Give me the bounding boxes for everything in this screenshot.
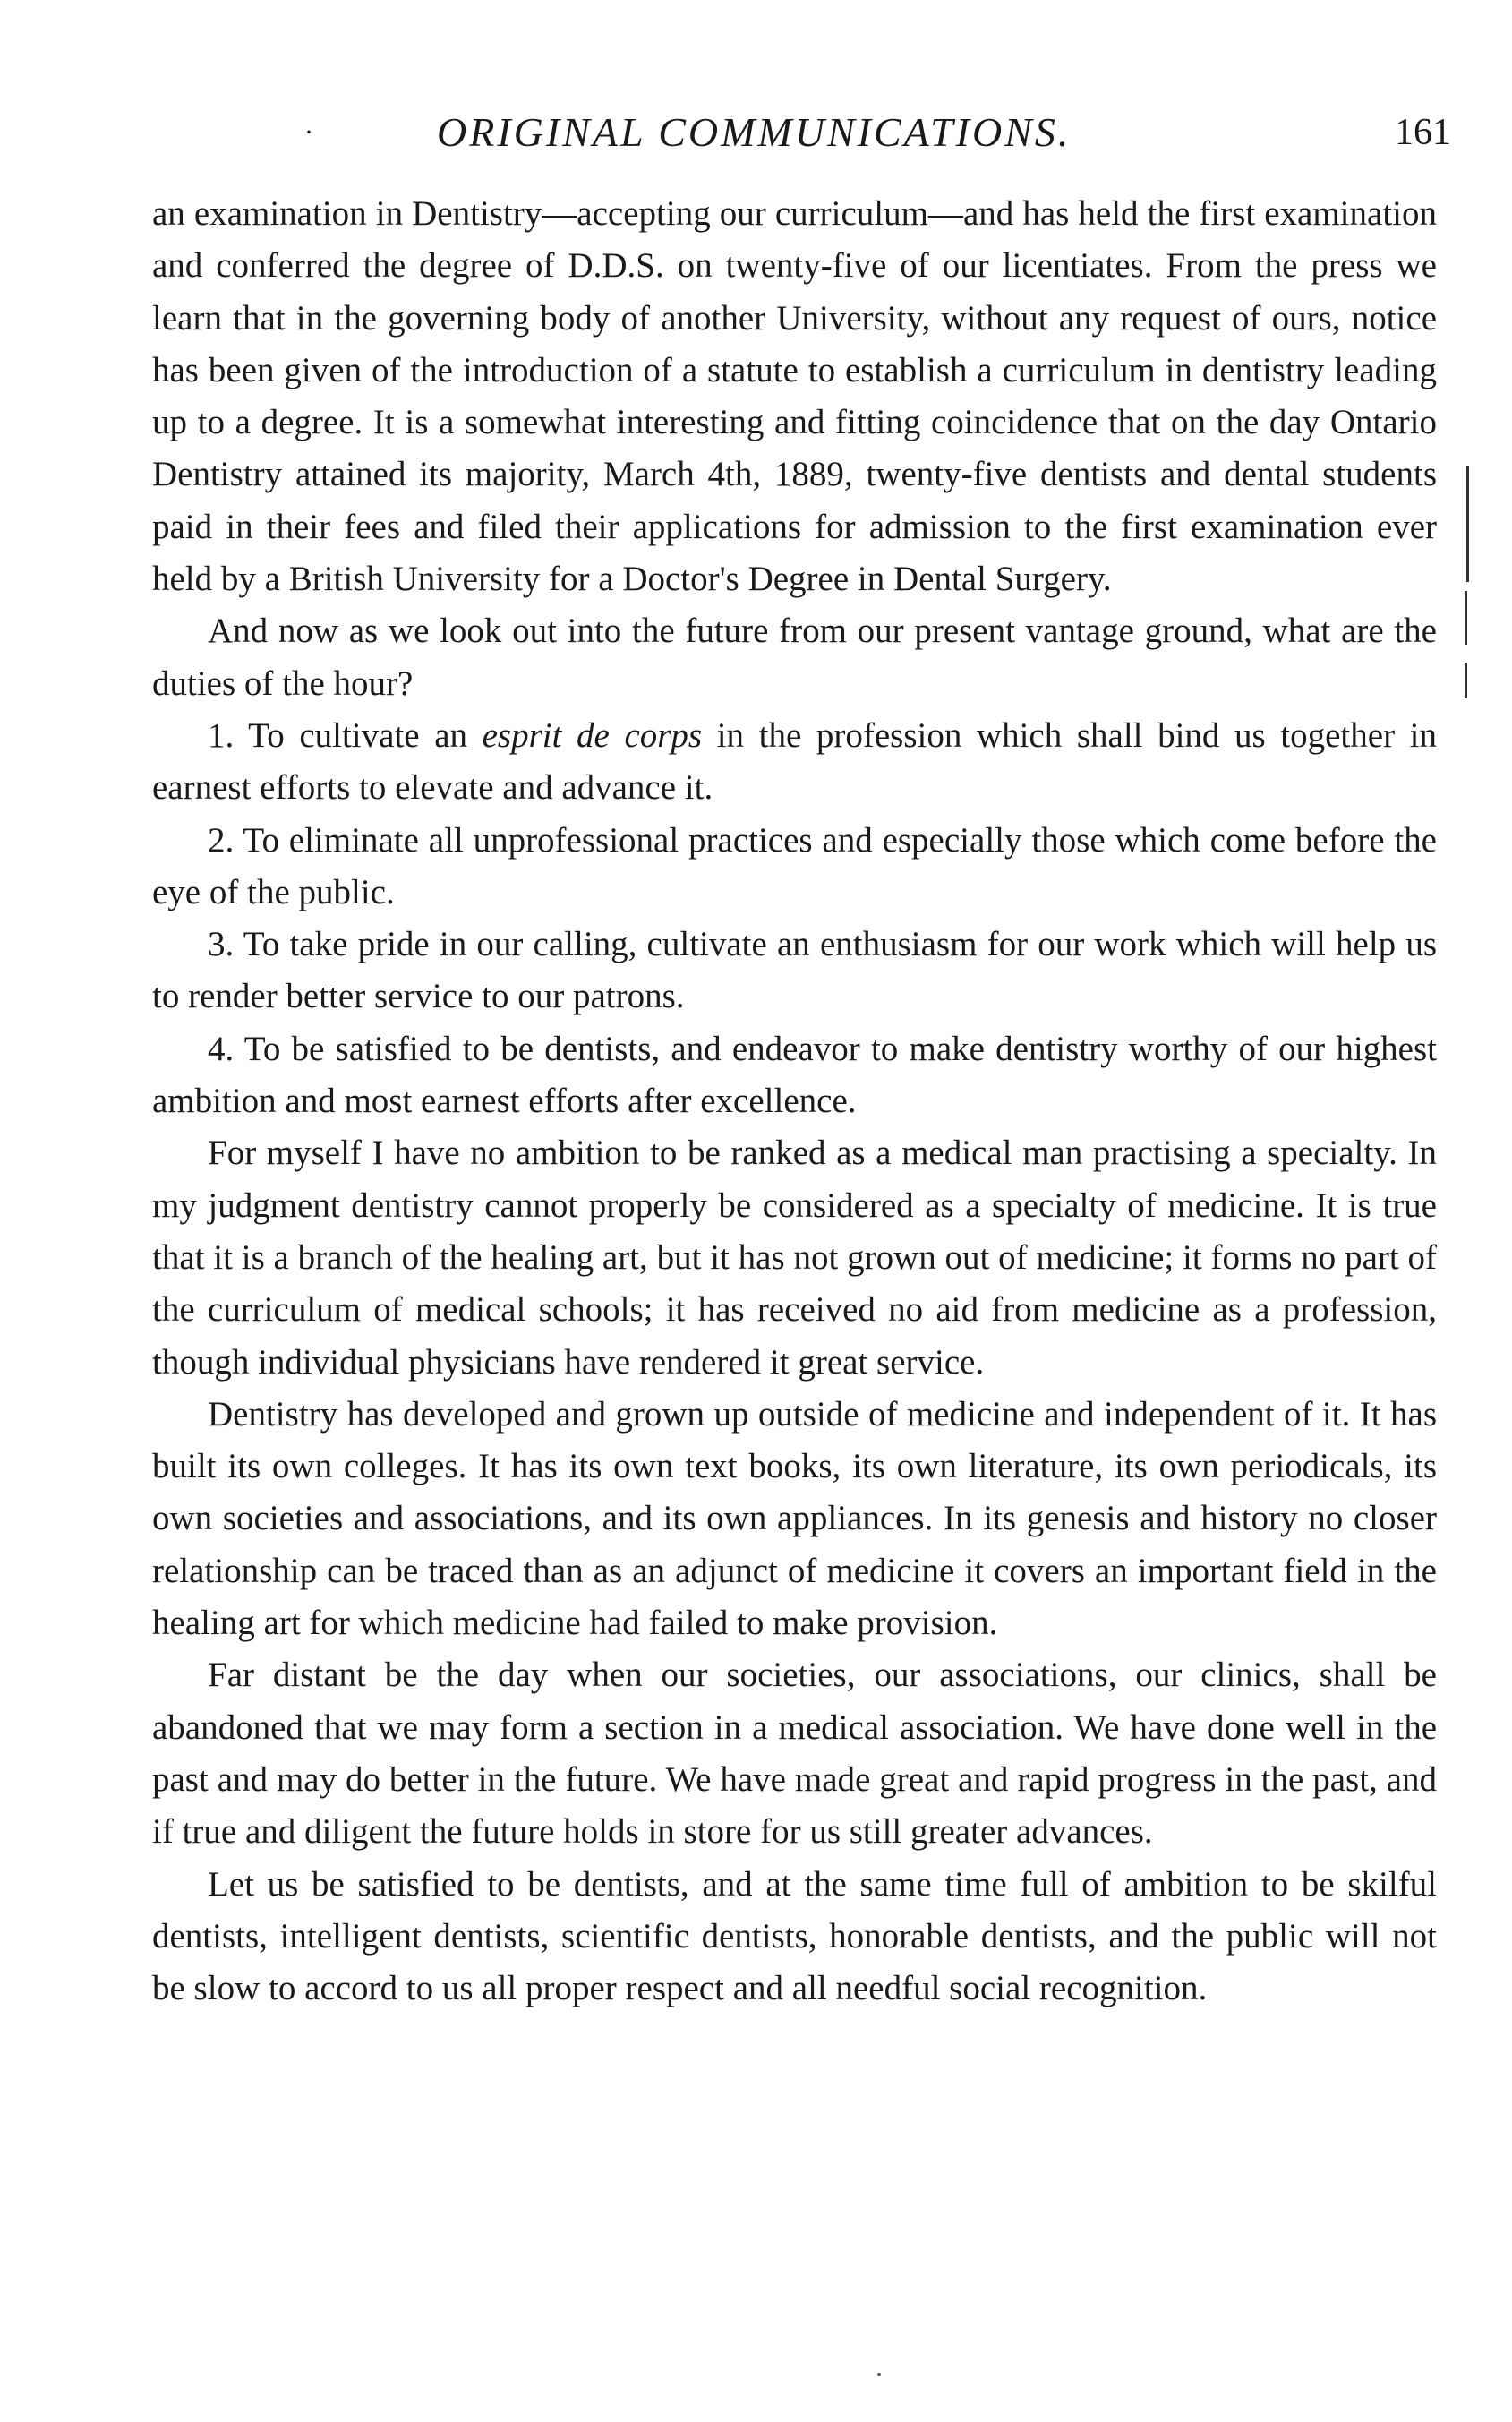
margin-bracket-mark xyxy=(1465,591,1467,645)
running-title: ORIGINAL COMMUNICATIONS. xyxy=(437,109,1072,155)
running-header xyxy=(0,97,1512,168)
paragraph-duty-2: 2. To eliminate all unprofessional practices and especially those which come before the eye of the public. xyxy=(152,820,1437,911)
margin-bracket-mark xyxy=(1466,466,1469,582)
body-text xyxy=(152,188,1437,2015)
paragraph-independence: Dentistry has developed and grown up outside of medicine and independent of it. It has built its own colleges. It has its own text books, its own literature, its own periodicals, its own societies and associations, and its own appliances. In its genesis and history no closer relationship can be traced than as an adjunct of medicine it covers an important field in the healing art for which medicine had failed to make provision. xyxy=(152,1394,1437,1643)
paragraph-specialty: For myself I have no ambition to be ranked as a medical man practising a specialty. In my judgment dentistry cannot properly be considered as a specialty of medicine. It is true that it is a branch of the healing art, but it has not grown out of medicine; it forms no part of the curriculum of medical schools; it has received no aid from medicine as a profession, though individual physicians have rendered it great service. xyxy=(152,1134,1437,1382)
paragraph-duty-1 xyxy=(152,710,1437,815)
paragraph-duties-question: And now as we look out into the future from our present vantage ground, what are the duties of the hour? xyxy=(152,612,1437,703)
esprit-de-corps-phrase: esprit de corps xyxy=(482,715,703,755)
page-speck xyxy=(877,2373,881,2376)
paragraph-societies: Far distant be the day when our societies, our associations, our clinics, shall be abandoned that we may form a section in a medical association. We have done well in the past and may do better in the future. We have made great and rapid progress in the past, and if true and diligent the future holds in store for us still greater advances. xyxy=(152,1656,1437,1852)
duty-1-start: 1. To cultivate an xyxy=(208,715,468,755)
margin-bracket-mark xyxy=(1465,663,1467,698)
paragraph-duty-3: 3. To take pride in our calling, cultivate an enthusiasm for our work which will help us to render better service to our patrons. xyxy=(152,925,1437,1016)
header-dot: · xyxy=(304,117,313,147)
paragraph-continued: an examination in Dentistry—accepting our curriculum—and has held the first examination and conferred the degree of D.D.S. on twenty-five of our licentiates. From the press we learn that in the governing body of another University, without any request of ours, notice has been given of the introduction of a statute to establish a curriculum in dentistry leading up to a degree. It is a somewhat interesting and fitting coincidence that on the day Ontario Dentistry attained its majority, March 4th, 1889, twenty-five dentists and dental students paid in their fees and filed their applications for admission to the first examination ever held by a British University for a Doctor's Degree in Dental Surgery. xyxy=(152,194,1437,599)
paragraph-duty-4: 4. To be satisfied to be dentists, and endeavor to make dentistry worthy of our highest ambition and most earnest efforts after excellence. xyxy=(152,1029,1437,1121)
duty-1-end: in the profession which shall bind us together in earnest efforts to elevate and advance it. xyxy=(152,715,1437,808)
page-number: 161 xyxy=(1395,112,1451,153)
paragraph-conclusion: Let us be satisfied to be dentists, and at the same time full of ambition to be skilful dentists, intelligent dentists, scientific dentists, honorable dentists, and the public will not be slow to accord to us all proper respect and all needful social recognition. xyxy=(152,1864,1437,2008)
